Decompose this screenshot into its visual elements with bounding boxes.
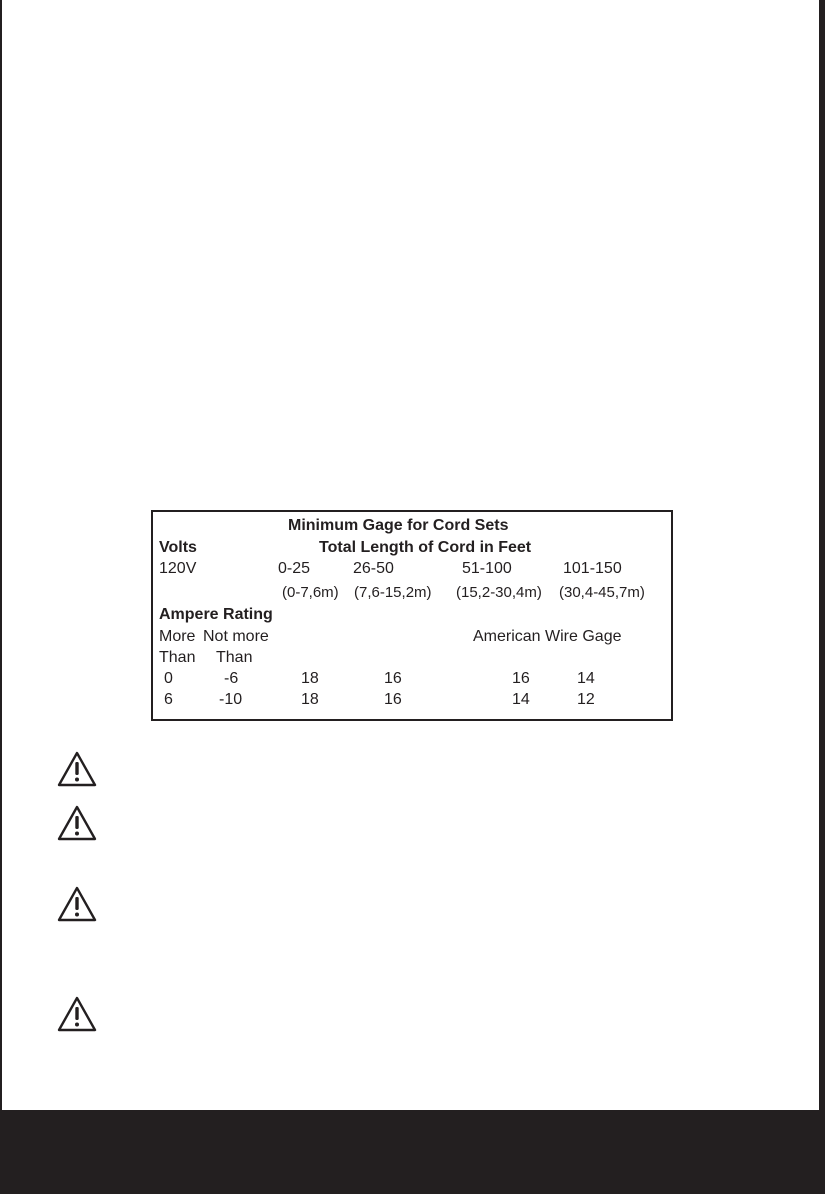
table-row-1-more-than: 0: [164, 670, 173, 687]
awg-header: American Wire Gage: [473, 628, 622, 645]
warning-triangle-icon: [57, 886, 97, 922]
length-ft-2: 26-50: [353, 560, 394, 577]
more-label: More: [159, 628, 196, 645]
length-ft-3: 51-100: [462, 560, 512, 577]
warning-triangle-icon: [57, 805, 97, 841]
table-row-2-gage-4: 12: [577, 691, 595, 708]
page-edge-bar: [819, 0, 825, 1112]
length-m-3: (15,2-30,4m): [456, 584, 542, 601]
table-title: Minimum Gage for Cord Sets: [288, 517, 509, 534]
voltage-value: 120V: [159, 560, 197, 577]
length-m-4: (30,4-45,7m): [559, 584, 645, 601]
ampere-header: Ampere Rating: [159, 606, 273, 623]
table-row-2-not-more-than: -10: [219, 691, 243, 708]
volts-header: Volts: [159, 539, 197, 556]
table-row-2-more-than: 6: [164, 691, 173, 708]
than-label-1: Than: [159, 649, 196, 666]
than-label-2: Than: [216, 649, 253, 666]
warning-triangle-icon: [57, 996, 97, 1032]
length-ft-4: 101-150: [563, 560, 622, 577]
table-row-1-not-more-than: -6: [224, 670, 239, 687]
table-row-2-gage-1: 18: [301, 691, 319, 708]
not-more-label: Not more: [203, 628, 269, 645]
warning-triangle-icon: [57, 751, 97, 787]
table-row-2-gage-3: 14: [512, 691, 530, 708]
cord-gage-table: [151, 510, 673, 721]
footer-bar: [0, 1110, 825, 1194]
length-ft-1: 0-25: [278, 560, 311, 577]
table-row-1-gage-3: 16: [512, 670, 530, 687]
table-row-1-gage-2: 16: [384, 670, 402, 687]
table-row-1-gage-4: 14: [577, 670, 595, 687]
table-row-2-gage-2: 16: [384, 691, 402, 708]
table-row-1-gage-1: 18: [301, 670, 319, 687]
length-m-2: (7,6-15,2m): [354, 584, 432, 601]
length-header: Total Length of Cord in Feet: [319, 539, 532, 556]
length-m-1: (0-7,6m): [282, 584, 339, 601]
